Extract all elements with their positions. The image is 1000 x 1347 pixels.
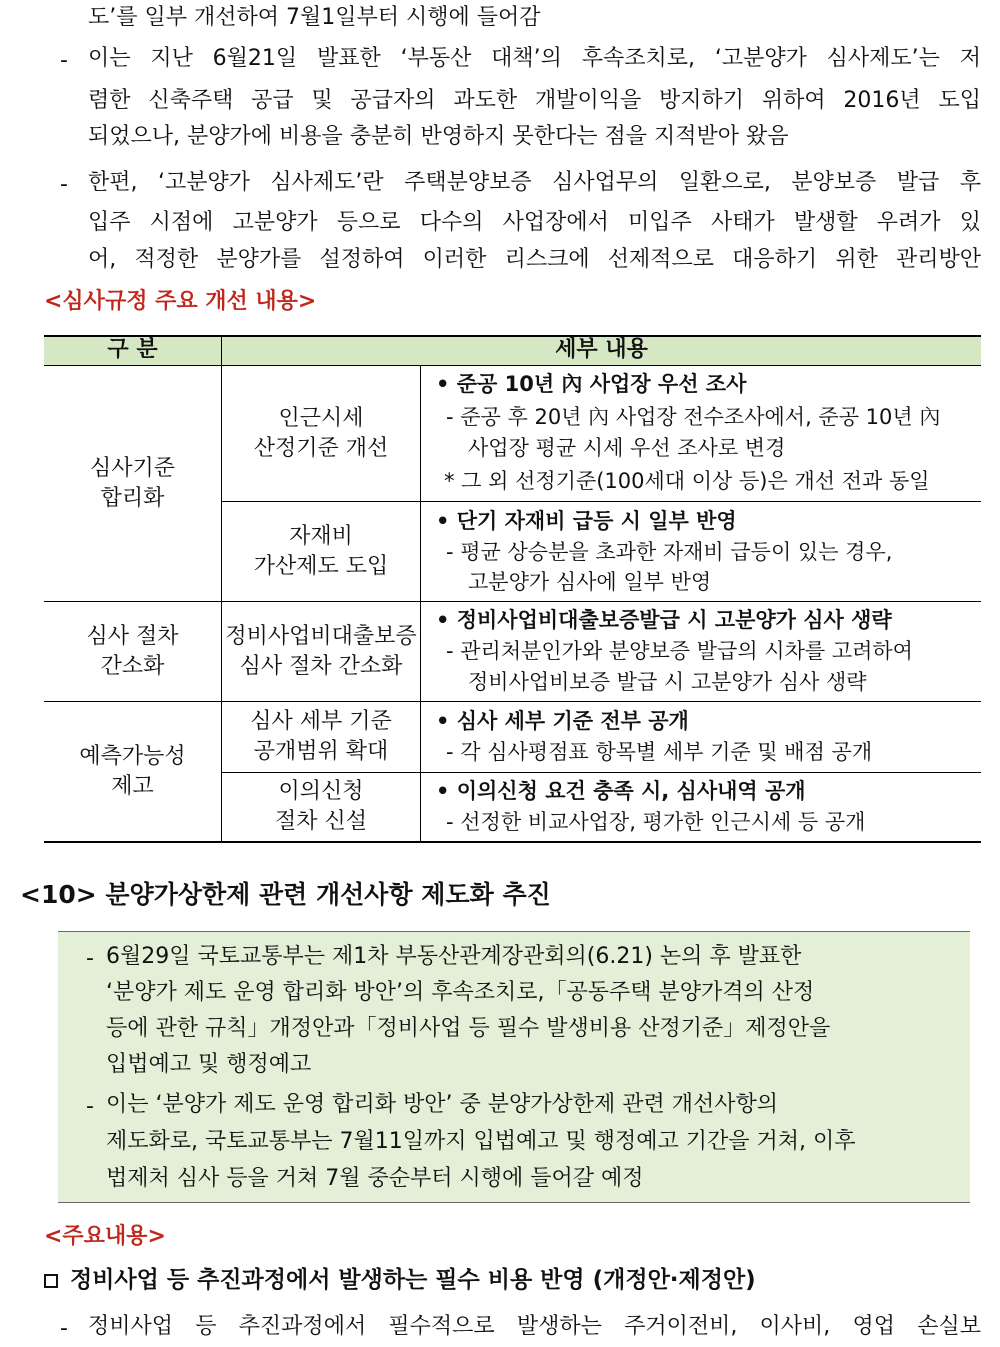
- bullet-dash: -: [60, 172, 68, 197]
- continuation-line: 도’를 일부 개선하여 7월1일부터 시행에 들어감: [88, 5, 541, 30]
- box-line: 이는 ‘분양가 제도 운영 합리화 방안’ 중 분양가상한제 관련 개선사항의: [106, 1092, 778, 1117]
- item-cell: [222, 773, 420, 841]
- detail-line: - 선정한 비교사업장, 평가한 인근시세 등 공개: [446, 810, 866, 834]
- item-cell: [222, 502, 420, 601]
- box-line: ‘분양가 제도 운영 합리화 방안’의 후속조치로,「공동주택 분양가격의 산정: [106, 980, 815, 1005]
- item-label: 심사 절차 간소화: [239, 653, 403, 679]
- bullet-dash: -: [86, 946, 94, 971]
- detail-line: 정비사업비보증 발급 시 고분양가 심사 생략: [468, 670, 867, 694]
- category-cell: [44, 602, 221, 701]
- item-label: 절차 신설: [274, 809, 367, 834]
- table-header-detail: 세부 내용: [555, 337, 648, 362]
- item-cell: [222, 602, 420, 701]
- paragraph-line: 한편, ‘고분양가 심사제도’란 주택분양보증 심사업무의 일환으로, 분양보증 발급 후: [88, 170, 981, 195]
- detail-headline: • 정비사업비대출보증발급 시 고분양가 심사 생략: [436, 608, 892, 632]
- bullet-dash: -: [60, 1316, 68, 1341]
- detail-line: - 관리처분인가와 분양보증 발급의 시차를 고려하여: [446, 639, 913, 663]
- paragraph-line: 이는 지난 6월21일 발표한 ‘부동산 대책’의 후속조치로, ‘고분양가 심사제도’는 저: [88, 46, 981, 71]
- detail-line: * 그 외 선정기준(100세대 이상 등)은 개선 전과 동일: [444, 469, 930, 493]
- detail-headline: • 단기 자재비 급등 시 일부 반영: [436, 509, 737, 533]
- paragraph-line: 어, 적정한 분양가를 설정하여 이러한 리스크에 선제적으로 대응하기 위한 관리방안: [88, 247, 981, 272]
- box-line: 법제처 심사 등을 거쳐 7월 중순부터 시행에 들어갈 예정: [106, 1166, 644, 1191]
- box-line: 제도화로, 국토교통부는 7월11일까지 입법예고 및 행정예고 기간을 거쳐, 이후: [106, 1129, 856, 1154]
- detail-headline: • 심사 세부 기준 전부 공개: [436, 709, 689, 733]
- item-label: 가산제도 도입: [253, 553, 389, 579]
- checkbox-icon: [44, 1274, 58, 1288]
- item-label: 정비사업비대출보증: [225, 623, 417, 649]
- category-cell: [44, 366, 221, 601]
- category-label: 심사 절차: [86, 623, 179, 649]
- category-label: 간소화: [100, 653, 165, 679]
- box-line: 입법예고 및 행정예고: [106, 1052, 312, 1077]
- detail-line: 사업장 평균 시세 우선 조사로 변경: [468, 436, 786, 460]
- paragraph-line: 되었으나, 분양가에 비용을 충분히 반영하지 못한다는 점을 지적받아 왔음: [88, 124, 789, 149]
- item-label: 인근시세: [278, 405, 364, 431]
- improvement-table: [44, 335, 981, 843]
- detail-line: - 평균 상승분을 초과한 자재비 급등이 있는 경우,: [446, 540, 893, 564]
- category-label: 합리화: [100, 485, 165, 511]
- item-label: 산정기준 개선: [253, 435, 389, 461]
- box-line: 등에 관한 규칙」개정안과「정비사업 등 필수 발생비용 산정기준」제정안을: [106, 1016, 831, 1041]
- category-label: 제고: [111, 774, 154, 799]
- checkbox-heading-text: 정비사업 등 추진과정에서 발생하는 필수 비용 반영 (개정안·제정안): [70, 1267, 756, 1293]
- detail-line: 고분양가 심사에 일부 반영: [468, 570, 712, 594]
- detail-headline: • 이의신청 요건 충족 시, 심사내역 공개: [436, 779, 806, 803]
- main-contents-title: <주요내용>: [44, 1224, 166, 1249]
- detail-line: - 각 심사평점표 항목별 세부 기준 및 배점 공개: [446, 740, 873, 764]
- bullet-dash: -: [60, 48, 68, 73]
- item-cell: [222, 702, 420, 772]
- item-label: 심사 세부 기준: [250, 709, 392, 734]
- category-cell: [44, 702, 221, 842]
- paragraph-line: 정비사업 등 추진과정에서 필수적으로 발생하는 주거이전비, 이사비, 영업 손실보: [88, 1314, 981, 1339]
- paragraph-line: 입주 시점에 고분양가 등으로 다수의 사업장에서 미입주 사태가 발생할 우려가 있: [88, 210, 981, 235]
- table-title: <심사규정 주요 개선 내용>: [44, 289, 317, 314]
- checkbox-heading: [44, 1265, 756, 1295]
- table-border: [420, 366, 421, 842]
- paragraph-line: 렴한 신축주택 공급 및 공급자의 과도한 개발이익을 방지하기 위하여 2016년 도입: [88, 88, 981, 113]
- category-label: 예측가능성: [79, 744, 186, 769]
- box-line: 6월29일 국토교통부는 제1차 부동산관계장관회의(6.21) 논의 후 발표한: [106, 944, 802, 969]
- table-header-category: 구 분: [107, 337, 158, 362]
- item-label: 공개범위 확대: [253, 739, 389, 764]
- category-label: 심사기준: [89, 455, 175, 481]
- item-label: 자재비: [289, 523, 353, 549]
- detail-headline: • 준공 10년 內 사업장 우선 조사: [436, 372, 747, 396]
- detail-line: - 준공 후 20년 內 사업장 전수조사에서, 준공 10년 內: [446, 405, 941, 429]
- item-cell: [222, 366, 420, 501]
- bullet-dash: -: [86, 1094, 94, 1119]
- item-label: 이의신청: [278, 779, 364, 804]
- section-heading: <10> 분양가상한제 관련 개선사항 제도화 추진: [20, 880, 551, 909]
